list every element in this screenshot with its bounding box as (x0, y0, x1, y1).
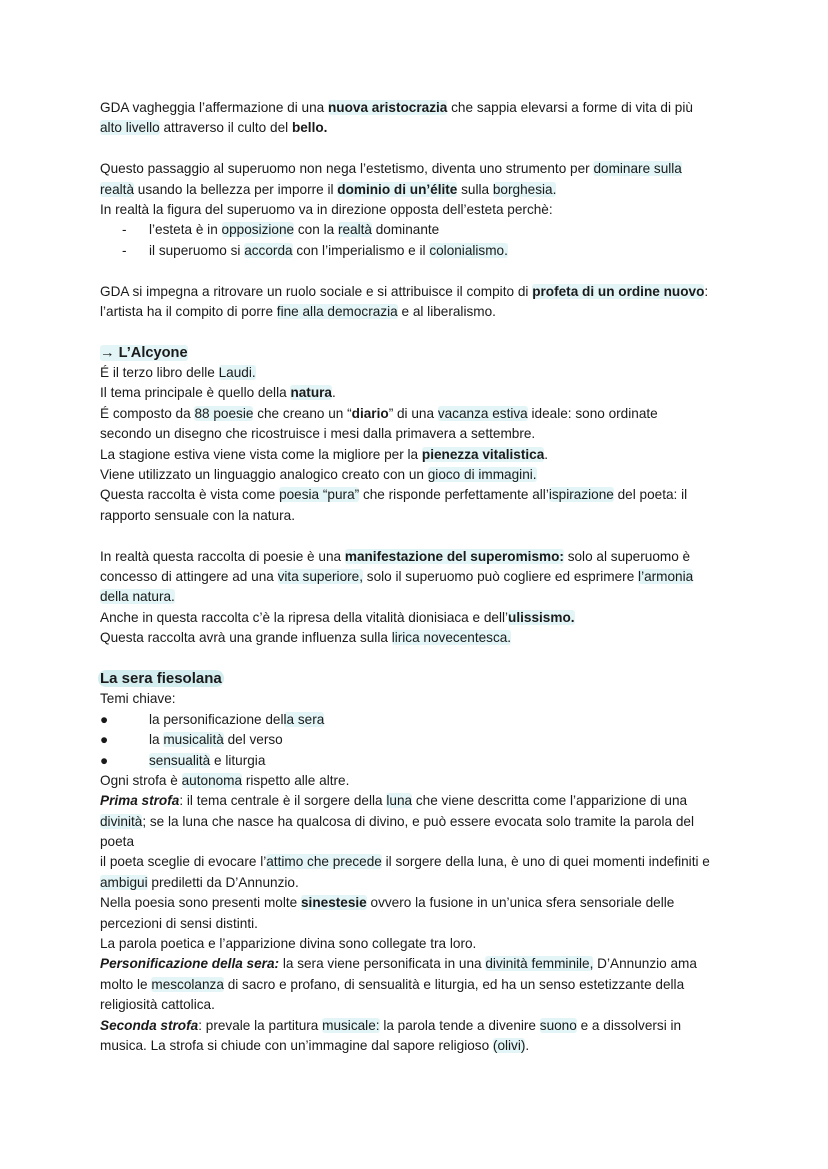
highlight-bold: profeta di un ordine nuovo (532, 283, 705, 299)
text-line: In realtà la figura del superuomo va in direzione opposta dell’esteta perchè: (100, 201, 553, 217)
text-line: ambigui prediletti da D’Annunzio. (100, 874, 299, 890)
highlight-bold: nuova aristocrazia (327, 100, 448, 115)
dash-list-item: - l’esteta è in opposizione con la realtà dominante (122, 222, 440, 238)
text-line: Il tema principale è quello della natura. (100, 385, 336, 401)
text-line: Personificazione della sera: la sera viene personificata in una divinità femminile, D’Annunzio ama (100, 956, 697, 972)
text-line: poeta (100, 834, 135, 850)
bullet-list-item: ● la personificazione della sera (100, 710, 750, 730)
text-line: GDA si impegna a ritrovare un ruolo sociale e si attribuisce il compito di profeta di un ordine nuovo: (100, 283, 709, 299)
bullet-icon: ● (100, 711, 109, 727)
bullet-icon: ● (100, 732, 109, 748)
text-line: Questa raccolta avrà una grande influenza sulla lirica novecentesca. (100, 630, 512, 646)
text-line: Questo passaggio al superuomo non nega l’estetismo, diventa uno strumento per dominare sulla (100, 161, 682, 177)
dash-list-item: - il superuomo si accorda con l’imperialismo e il colonialismo. (122, 242, 508, 258)
text-line: religiosità cattolica. (100, 997, 215, 1013)
text-line: percezioni di sensi distinti. (100, 915, 258, 931)
text-line: Ogni strofa è autonoma rispetto alle altre. (100, 772, 350, 788)
highlight-bold: dominio di un’élite (337, 181, 458, 197)
text-line: il poeta sceglie di evocare l’attimo che precede il sorgere della luna, è uno di quei momenti indefiniti e (100, 854, 710, 870)
text-line: Nella poesia sono presenti molte sinestesie ovvero la fusione in un’unica sfera sensoriale delle (100, 895, 675, 911)
text-line: della natura. (100, 589, 175, 605)
text-line: molto le mescolanza di sacro e profano, di sensualità e liturgia, ed ha un senso estetizzante della (100, 976, 685, 992)
bullet-list-item: ● sensualità e liturgia (100, 751, 750, 771)
text-line: rapporto sensuale con la natura. (100, 507, 295, 523)
text-line: Prima strofa: il tema centrale è il sorgere della luna che viene descritta come l’apparizione di una (100, 793, 688, 809)
text-line: alto livello attraverso il culto del bello. (100, 120, 328, 136)
text-line: GDA vagheggia l’affermazione di una nuova aristocrazia che sappia elevarsi a forme di vita di più (100, 100, 693, 115)
section-heading: → L’Alcyone (100, 344, 188, 361)
text-line: Viene utilizzato un linguaggio analogico creato con un gioco di immagini. (100, 467, 537, 483)
text-line: divinità; se la luna che nasce ha qualcosa di divino, e può essere evocata solo tramite la parola del (100, 813, 694, 829)
text-line: La parola poetica e l’apparizione divina sono collegate tra loro. (100, 936, 477, 952)
highlight: alto livello (100, 120, 160, 136)
text-line: Temi chiave: (100, 691, 176, 707)
text-line: In realtà questa raccolta di poesie è una manifestazione del superomismo: solo al superuomo è (100, 548, 691, 564)
text-line: realtà usando la bellezza per imporre il dominio di un’élite sulla borghesia. (100, 181, 557, 197)
document-page (100, 98, 750, 1056)
text-line: Anche in questa raccolta c’è la ripresa della vitalità dionisiaca e dell’ulissismo. (100, 609, 575, 625)
text-line: concesso di attingere ad una vita superiore, solo il superuomo può cogliere ed esprimere l’armonia (100, 568, 694, 584)
text-line: Questa raccolta è vista come poesia “pura” che risponde perfettamente all’ispirazione del poeta: il (100, 487, 688, 503)
highlight: borghesia. (492, 181, 557, 197)
bullet-icon: ● (100, 752, 109, 768)
text-line: Seconda strofa: prevale la partitura musicale: la parola tende a divenire suono e a dissolversi in (100, 1017, 682, 1033)
highlight: realtà (100, 181, 135, 197)
text-line: musica. La strofa si chiude con un’immagine dal sapore religioso (olivi). (100, 1037, 530, 1053)
section-heading: La sera fiesolana (100, 669, 222, 687)
bullet-list-item: ● la musicalità del verso (100, 730, 750, 750)
text-line: l’artista ha il compito di porre fine alla democrazia e al liberalismo. (100, 303, 496, 319)
highlight: dominare sulla (593, 161, 682, 177)
text-line: La stagione estiva viene vista come la migliore per la pienezza vitalistica. (100, 446, 549, 462)
text-line: secondo un disegno che ricostruisce i mesi dalla primavera a settembre. (100, 426, 536, 442)
text-line: É il terzo libro delle Laudi. (100, 365, 256, 381)
text-line: É composto da 88 poesie che creano un “diario” di una vacanza estiva ideale: sono ordinate (100, 405, 658, 421)
